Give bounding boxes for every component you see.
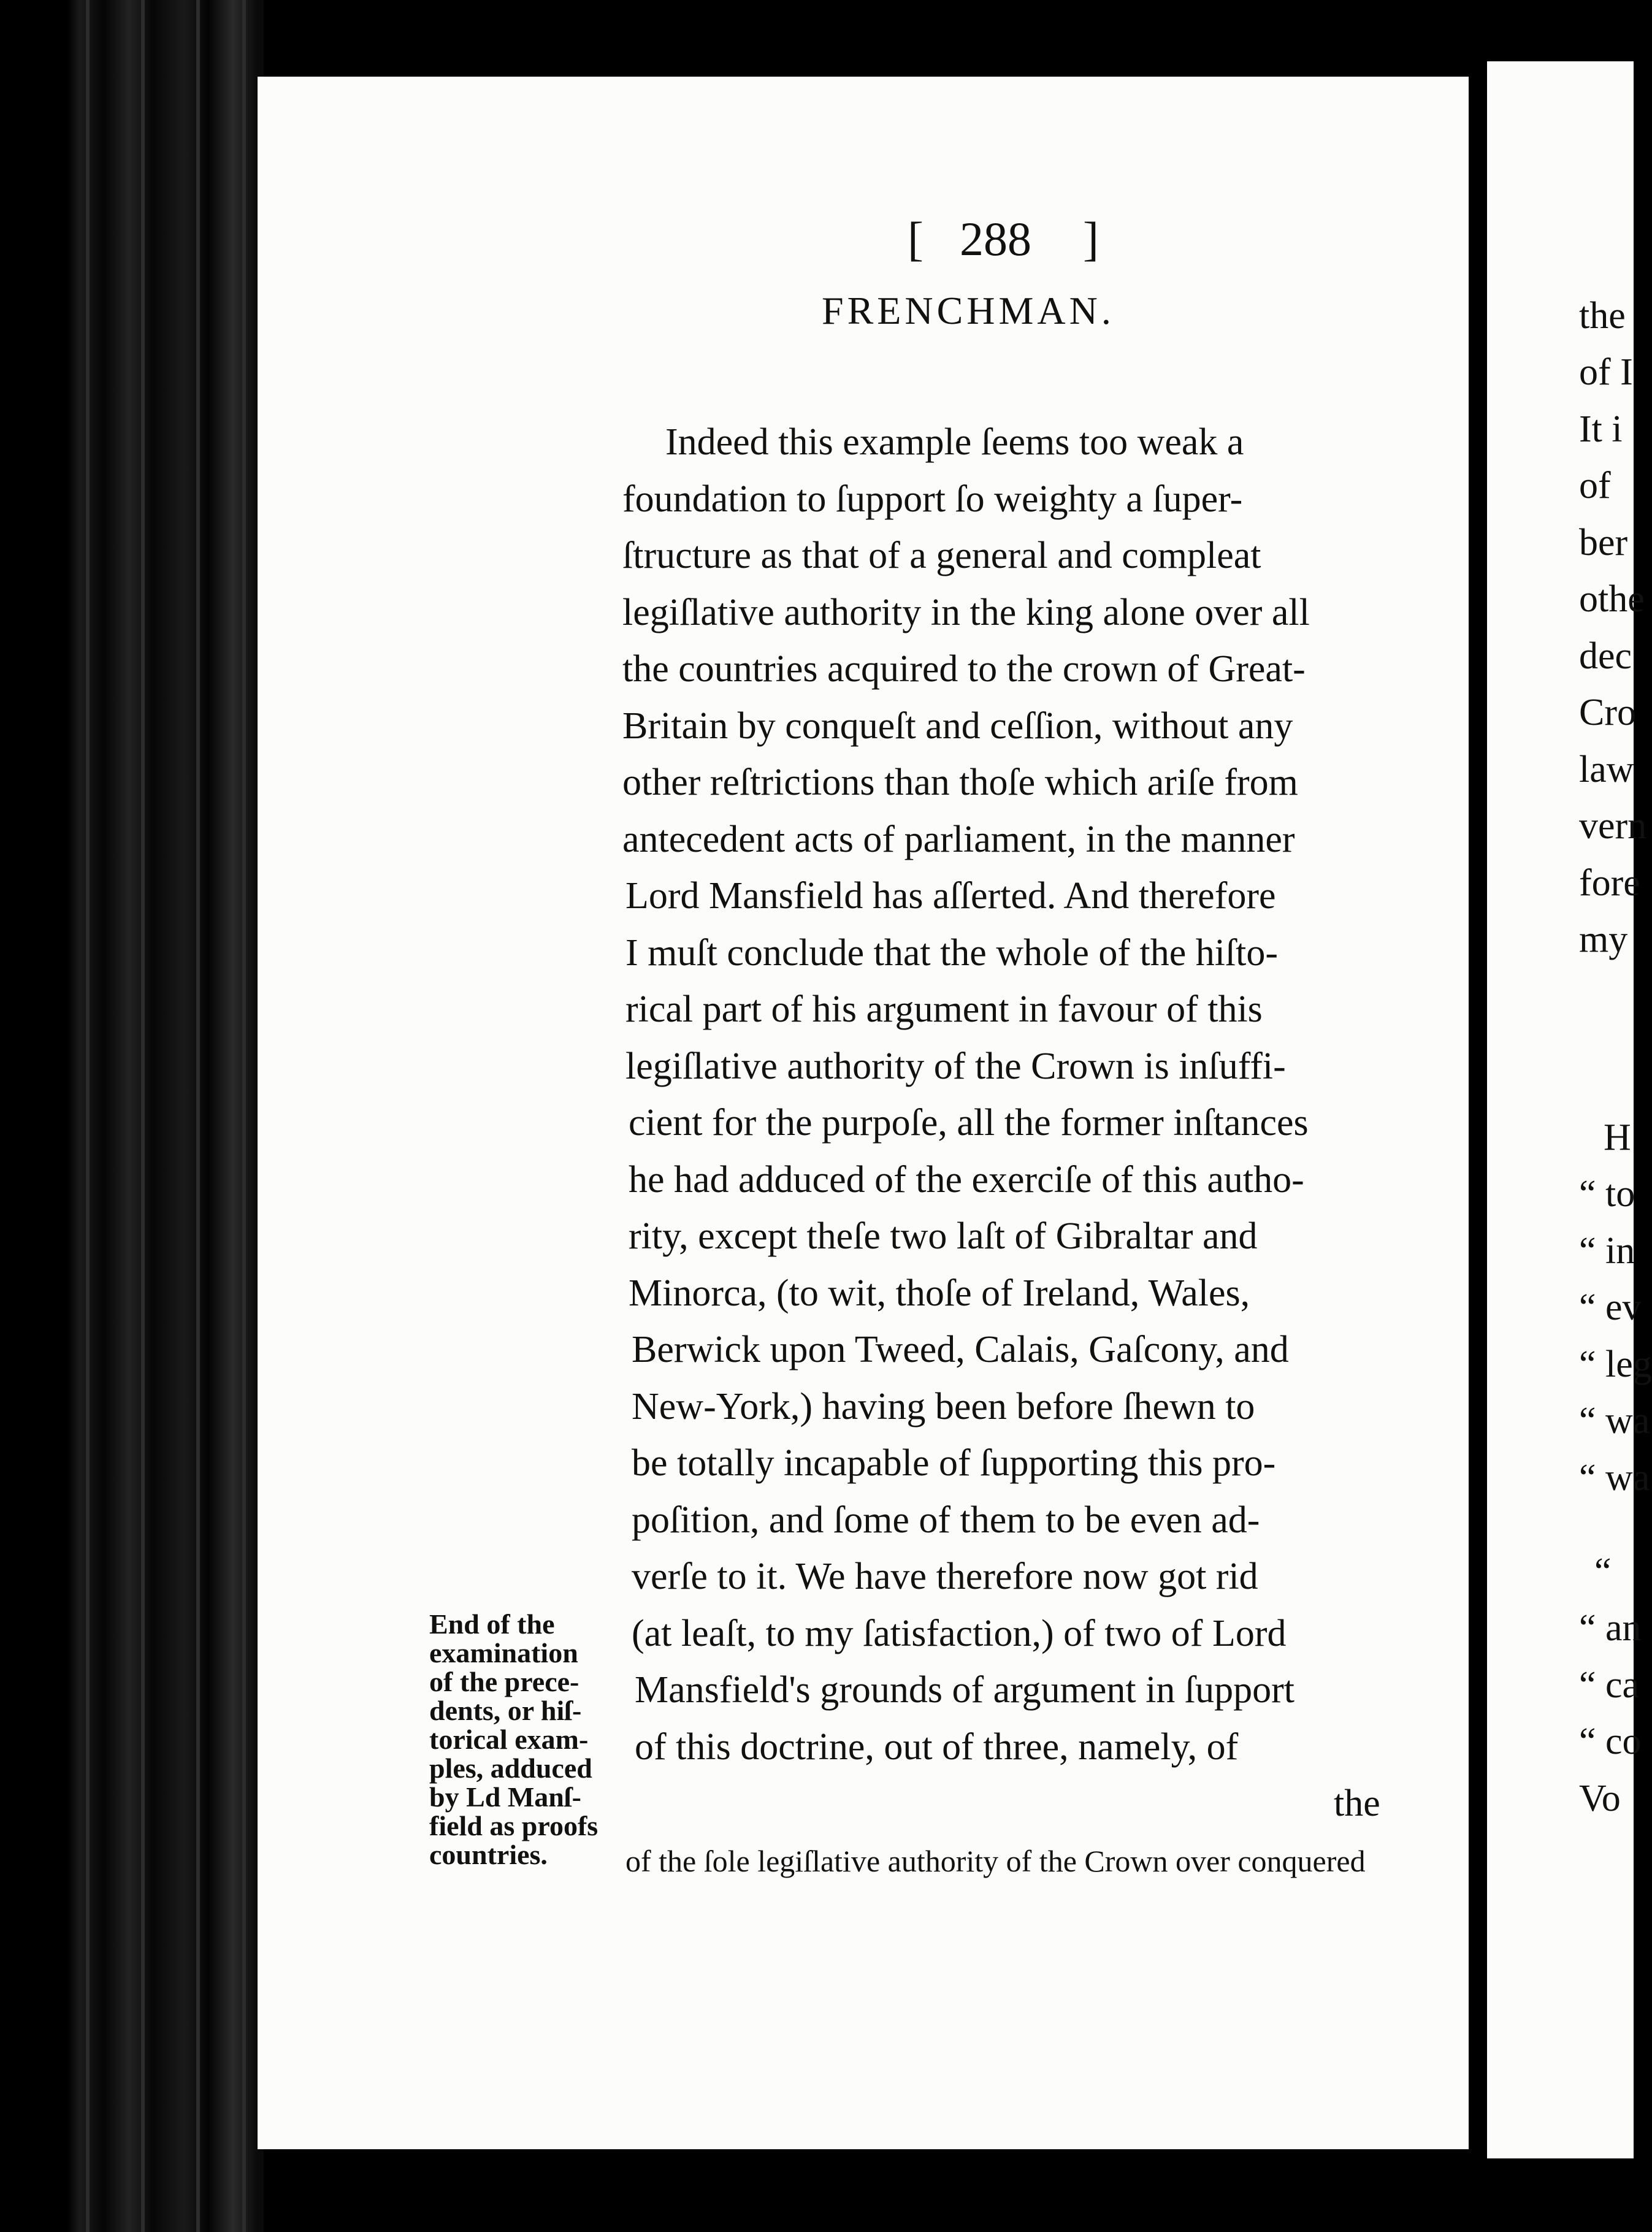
text-line: foundation to ſupport ſo weighty a ſuper- (622, 478, 1243, 520)
text-line: antecedent acts of parliament, in the manner (622, 819, 1295, 860)
facing-page-fragment: of (1579, 465, 1611, 506)
facing-page-fragment: vern (1579, 805, 1647, 847)
text-line: ſtructure as that of a general and compleat (622, 535, 1261, 576)
facing-page-fragment: “ wa (1579, 1400, 1650, 1442)
margin-note-line: of the prece- (429, 1666, 579, 1697)
section-heading: FRENCHMAN. (822, 289, 1115, 332)
text-line: Minorca, (to wit, thoſe of Ireland, Wales, (629, 1272, 1250, 1314)
facing-page-fragment: “ co (1579, 1721, 1642, 1762)
margin-note-line: torical exam- (429, 1724, 589, 1755)
margin-note-line: End of the (429, 1608, 555, 1640)
facing-page-fragment: “ (1594, 1551, 1612, 1592)
text-line: rity, except theſe two laſt of Gibraltar and (629, 1215, 1258, 1257)
text-line: Britain by conqueſt and ceſſion, without any (622, 705, 1293, 747)
facing-page-fragment: “ an (1579, 1607, 1642, 1649)
facing-page-fragment: It i (1579, 408, 1623, 450)
facing-page-fragment: “ wa (1579, 1457, 1650, 1499)
facing-page-fragment: of I (1579, 351, 1633, 393)
page-edge-line (141, 0, 145, 2232)
text-line: Indeed this example ſeems too weak a (665, 421, 1244, 463)
margin-note-line: field as proofs (429, 1810, 598, 1841)
facing-page-fragment: “ ca (1579, 1664, 1640, 1706)
facing-page-fragment: “ in (1579, 1230, 1635, 1272)
facing-page-fragment: “ to (1579, 1173, 1635, 1215)
text-line: I muſt conclude that the whole of the hiſto- (625, 932, 1279, 974)
page-edge-line (86, 0, 90, 2232)
margin-note-line: dents, or hiſ- (429, 1695, 582, 1726)
facing-page-fragment: ber (1579, 522, 1628, 564)
text-line: legiſlative authority of the Crown is inſuffi- (625, 1045, 1286, 1087)
text-line: of this doctrine, out of three, namely, of (635, 1726, 1239, 1768)
margin-note-line: examination (429, 1637, 578, 1668)
facing-page-fragment: Cro (1579, 692, 1636, 733)
book-page (258, 77, 1469, 2149)
bracket-close: ] (1083, 212, 1099, 266)
text-line: Berwick upon Tweed, Calais, Gaſcony, and (632, 1329, 1289, 1370)
text-line: legiſlative authority in the king alone over all (622, 592, 1310, 633)
text-line: New-York,) having been before ſhewn to (632, 1386, 1255, 1427)
text-line: (at leaſt, to my ſatisfaction,) of two of Lord (632, 1613, 1287, 1654)
margin-note (429, 1610, 687, 1869)
facing-page-fragment: dec (1579, 635, 1632, 677)
text-line: cient for the purpoſe, all the former inſtances (629, 1102, 1309, 1144)
text-line: other reſtrictions than thoſe which ariſe from (622, 762, 1298, 803)
facing-page-fragment: fore (1579, 862, 1640, 904)
text-line: he had adduced of the exerciſe of this autho- (629, 1159, 1304, 1201)
page-edge-line (242, 0, 246, 2232)
facing-page-fragment: othe (1579, 578, 1645, 620)
text-line: rical part of his argument in favour of this (625, 988, 1263, 1030)
page-edge-line (196, 0, 200, 2232)
facing-page-fragment: law (1579, 749, 1634, 790)
page-number: 288 (960, 212, 1031, 266)
margin-note-line: by Ld Manſ- (429, 1781, 581, 1813)
facing-page-fragment: my (1579, 919, 1628, 960)
book-spine-edge (0, 0, 264, 2232)
margin-note-line: countries. (429, 1839, 548, 1870)
text-line: be totally incapable of ſupporting this pro- (632, 1442, 1276, 1484)
text-line: verſe to it. We have therefore now got rid (632, 1556, 1258, 1597)
facing-page-fragment: “ ev (1579, 1286, 1642, 1328)
bracket-open: [ (908, 212, 924, 266)
page-gutter (1469, 37, 1487, 2207)
text-line: of the ſole legiſlative authority of the Crown over conquered (625, 1844, 1366, 1878)
text-line: Lord Mansfield has aſſerted. And therefore (625, 875, 1276, 917)
facing-page-fragment: H (1604, 1117, 1631, 1158)
facing-page-fragment: the (1579, 295, 1626, 337)
text-line: poſition, and ſome of them to be even ad- (632, 1499, 1260, 1541)
margin-note-line: ples, adduced (429, 1752, 592, 1784)
text-line: Mansfield's grounds of argument in ſupport (635, 1669, 1294, 1711)
facing-page-fragment: Vo (1579, 1778, 1621, 1819)
text-line: the countries acquired to the crown of Great- (622, 648, 1306, 690)
catchword: the (1334, 1783, 1380, 1824)
facing-page-fragment: “ leg (1579, 1343, 1652, 1385)
